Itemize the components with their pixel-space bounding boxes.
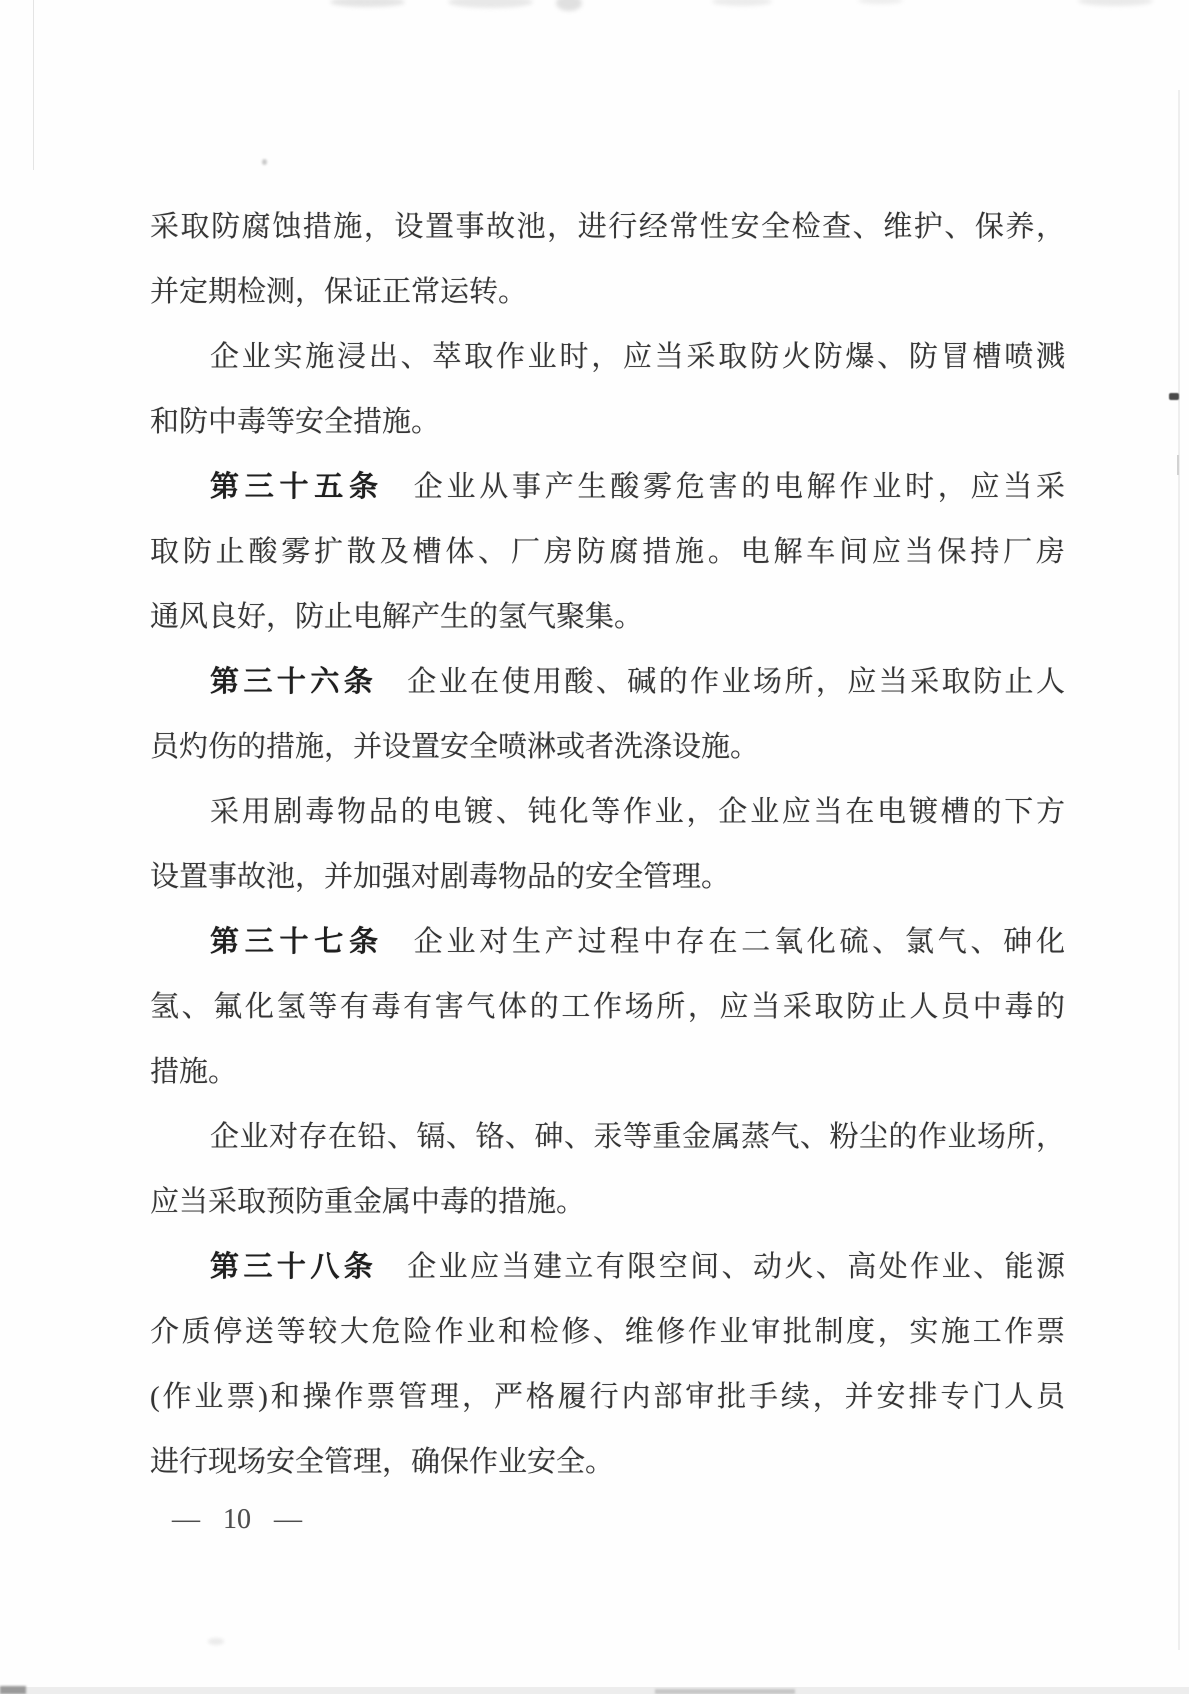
scan-bottom-edge xyxy=(0,1687,1189,1694)
article-number: 第三十七条 xyxy=(210,926,384,958)
scan-smudge xyxy=(858,0,903,4)
text-line: 措施。 xyxy=(150,1056,238,1088)
text-line: 采取防腐蚀措施，设置事故池，进行经常性安全检查、维护、保养， xyxy=(150,211,1065,243)
scan-speck xyxy=(1177,455,1179,475)
scan-smudge xyxy=(448,0,533,8)
text-line: 氢、氟化氢等有毒有害气体的工作场所，应当采取防止人员中毒的 xyxy=(150,991,1065,1023)
scan-speck xyxy=(262,159,267,165)
text-line: 采用剧毒物品的电镀、钝化等作业，企业应当在电镀槽的下方 xyxy=(210,796,1065,828)
line-text: 企业对生产过程中存在二氧化硫、氯气、砷化 xyxy=(413,926,1065,958)
article-number: 第三十六条 xyxy=(210,666,378,698)
scan-smudge xyxy=(712,0,772,6)
text-line: 企业实施浸出、萃取作业时，应当采取防火防爆、防冒槽喷溅 xyxy=(210,341,1065,373)
scan-speck xyxy=(208,1638,224,1645)
line-text: 企业在使用酸、碱的作业场所，应当采取防止人 xyxy=(407,666,1065,698)
text-line: 和防中毒等安全措施。 xyxy=(150,406,441,438)
article-number: 第三十八条 xyxy=(210,1251,378,1283)
scan-smudge xyxy=(0,1686,26,1694)
page-edge-shadow-right xyxy=(1178,90,1180,1650)
text-line: 设置事故池，并加强对剧毒物品的安全管理。 xyxy=(150,861,731,893)
text-line: 企业对存在铅、镉、铬、砷、汞等重金属蒸气、粉尘的作业场所， xyxy=(210,1121,1065,1153)
text-line: 并定期检测，保证正常运转。 xyxy=(150,276,528,308)
text-line: 取防止酸雾扩散及槽体、厂房防腐措施。电解车间应当保持厂房 xyxy=(150,536,1065,568)
document-body xyxy=(150,195,1065,1495)
scan-smudge xyxy=(556,0,582,11)
text-line: 应当采取预防重金属中毒的措施。 xyxy=(150,1186,586,1218)
scan-smudge xyxy=(655,1689,795,1694)
line-text: 企业应当建立有限空间、动火、高处作业、能源 xyxy=(407,1251,1065,1283)
page-edge-shadow-left xyxy=(33,0,34,170)
text-line xyxy=(150,455,1065,520)
scan-smudge xyxy=(330,0,405,7)
ink-speck xyxy=(1169,393,1179,400)
text-line xyxy=(150,910,1065,975)
scan-smudge xyxy=(1078,0,1153,6)
article-number: 第三十五条 xyxy=(210,471,384,503)
line-text: 企业从事产生酸雾危害的电解作业时，应当采 xyxy=(413,471,1065,503)
text-line: (作业票)和操作票管理，严格履行内部审批手续，并安排专门人员 xyxy=(150,1381,1065,1413)
text-line: 员灼伤的措施，并设置安全喷淋或者洗涤设施。 xyxy=(150,731,760,763)
page-number: — 10 — xyxy=(172,1504,302,1535)
text-line xyxy=(150,650,1065,715)
text-line xyxy=(150,1235,1065,1300)
text-line: 介质停送等较大危险作业和检修、维修作业审批制度，实施工作票 xyxy=(150,1316,1065,1348)
text-line: 通风良好，防止电解产生的氢气聚集。 xyxy=(150,601,644,633)
text-line: 进行现场安全管理，确保作业安全。 xyxy=(150,1446,615,1478)
